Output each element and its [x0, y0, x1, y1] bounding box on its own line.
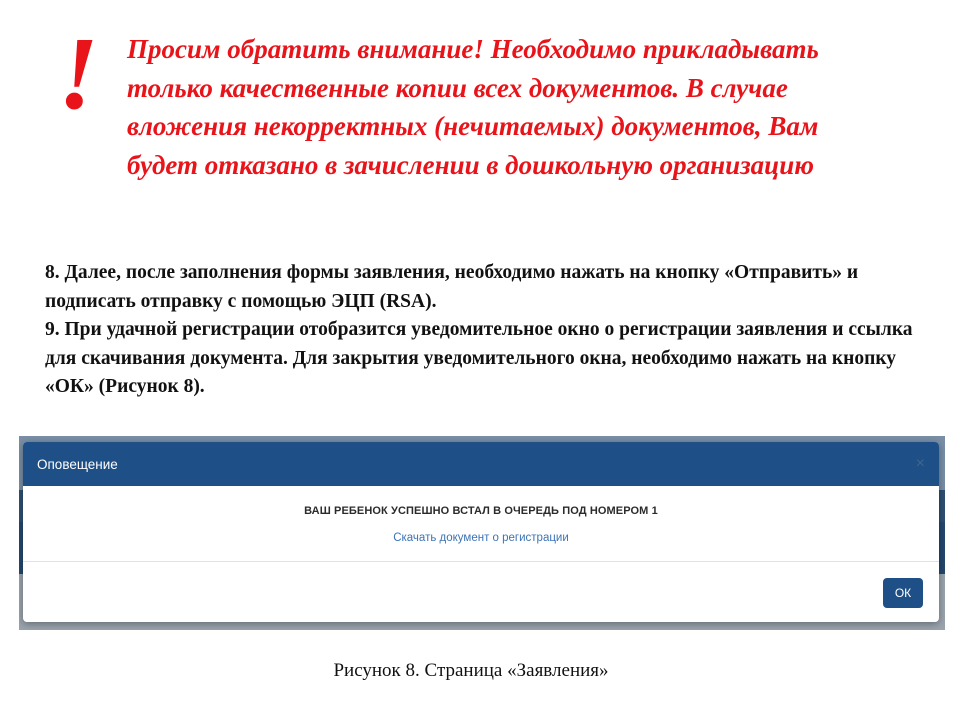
dialog-footer — [23, 562, 939, 622]
dialog-body — [23, 486, 939, 562]
download-registration-link[interactable]: Скачать документ о регистрации — [393, 532, 569, 544]
ok-button[interactable]: ОК — [883, 578, 923, 608]
exclamation-icon: ! — [58, 16, 99, 131]
queue-success-message: ВАШ РЕБЕНОК УСПЕШНО ВСТАЛ В ОЧЕРЕДЬ ПОД НОМЕРОМ 1 — [304, 505, 658, 517]
instruction-step-9: 9. При удачной регистрации отобразится уведомительное окно о регистрации заявления и ссылка для скачивания документа. Для закрытия уведомительного окна, необходимо нажать на кнопку «ОК» (Рисунок 8). — [45, 319, 913, 397]
figure-screenshot — [19, 436, 945, 630]
warning-notice: Просим обратить внимание! Необходимо прикладывать только качественные копии всех документов. В случае вложения некорректных (нечитаемых) документов, Вам будет отказано в зачислении в дошкольную организацию — [127, 34, 819, 180]
notification-dialog — [23, 442, 939, 622]
figure-caption: Рисунок 8. Страница «Заявления» — [333, 660, 609, 681]
close-icon[interactable]: × — [915, 455, 925, 472]
dialog-title: Оповещение — [37, 456, 118, 472]
instruction-step-8: 8. Далее, после заполнения формы заявления, необходимо нажать на кнопку «Отправить» и подписать отправку с помощью ЭЦП (RSA). — [45, 262, 859, 312]
dialog-header — [23, 442, 939, 486]
